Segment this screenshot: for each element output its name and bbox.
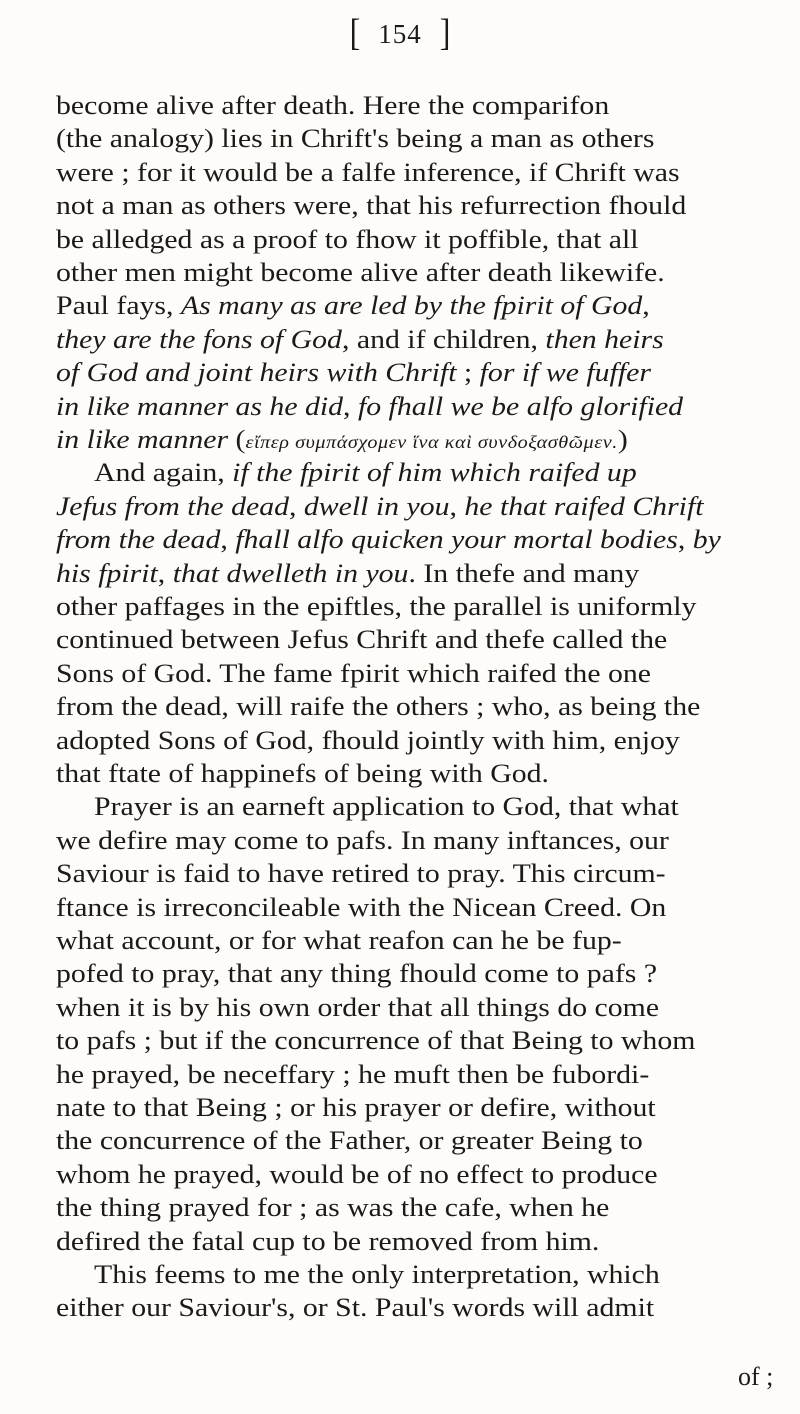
text-line [56,723,680,757]
text-segment: pofed to pray, that any thing fhould come to pafs ? [56,958,658,989]
italic-text: of God and joint heirs with Chrift [56,357,457,388]
text-line [56,1290,654,1324]
text-line [56,121,654,155]
text-line [56,1190,609,1224]
text-segment: Saviour is faid to have retired to pray. This circum- [56,858,666,889]
text-line [56,422,628,456]
text-segment: , [220,524,236,555]
page-header [0,12,800,54]
text-segment: nate to that Being ; or his prayer or defire, without [56,1092,656,1122]
text-segment: , [677,524,693,555]
italic-text: he that raifed Chrift [464,490,704,521]
text-line [56,756,549,790]
text-segment: the thing prayed for ; as was the cafe, when he [56,1192,610,1223]
text-segment: Paul fays, [56,290,181,321]
text-line [56,1123,643,1157]
text-line [94,1257,660,1291]
text-line [56,1224,599,1258]
text-line [56,556,639,590]
text-segment: become alive after death. Here the comparifon [56,90,610,120]
italic-text: if the fpirit of him which raifed up [232,457,637,488]
text-line [56,88,609,122]
text-segment: when it is by his own order that all things do come [56,991,660,1022]
italic-text: they are the fons of God [56,323,342,354]
text-segment: defired the fatal cup to be removed from him. [56,1225,600,1256]
text-line [56,355,651,389]
text-line [56,1057,649,1091]
text-segment: This feems to me the only interpretation, which [94,1259,660,1289]
text-segment: the concurrence of the Father, or greater Being to [56,1125,643,1156]
text-segment: And again, [94,457,233,488]
text-line [56,656,651,690]
text-segment: ; [456,357,480,388]
text-line [56,155,680,189]
text-segment: we defire may come to pafs. In many inftances, our [56,824,669,855]
text-line [94,789,679,823]
text-line [56,1090,656,1124]
text-segment: other men might become alive after death likewife. [56,257,665,287]
text-segment: be alledged as a proof to fhow it poffible, that all [56,223,639,254]
text-segment: adopted Sons of God, fhould jointly with him, enjoy [56,724,680,755]
text-segment: to pafs ; but if the concurrence of that Being to whom [56,1025,696,1056]
text-segment: continued between Jefus Chrift and thefe called the [56,624,668,655]
text-line [56,823,669,857]
italic-text: that dwelleth in you [172,557,409,588]
text-segment: , [288,490,304,521]
text-segment: (the analogy) lies in Chrift's being a man as others [56,123,655,154]
text-segment: , [157,557,173,588]
text-line [94,455,637,489]
italic-text: from the dead [56,524,221,555]
text-line [56,622,667,656]
text-line [56,188,686,222]
text-segment: , [343,390,358,421]
italic-text: Jefus from the dead [56,490,289,521]
text-line [56,489,704,523]
text-segment: what account, or for what reafon can he be fup- [56,925,622,955]
italic-text: then heirs [545,323,664,354]
text-segment: other paffages in the epiftles, the parallel is uniformly [56,591,697,621]
italic-text: by [692,524,721,555]
italic-text: As many as are led by the fpirit of God [180,290,643,321]
page-number: 154 [378,19,422,49]
text-line [56,222,639,256]
text-segment: from the dead, will raife the others ; who, as being the [56,691,701,722]
text-line [56,288,650,322]
catchword: of ; [738,1362,774,1391]
text-segment: Prayer is an earneft application to God, that what [94,791,679,822]
text-segment: ) [617,424,628,454]
text-line [56,1023,695,1057]
text-line [56,890,666,924]
italic-text: dwell in you [303,490,450,521]
text-line [56,389,683,423]
text-segment: ( [228,424,246,454]
italic-text: fhall alfo quicken your mortal bodies [235,524,678,555]
text-segment: either our Saviour's, or St. Paul's words will admit [56,1292,655,1323]
text-line [56,689,700,723]
italic-text: fo fhall we be alfo glorified [357,390,684,421]
text-line [56,956,657,990]
text-line [56,856,666,890]
text-segment: that ftate of happinefs of being with God. [56,758,549,788]
text-segment: , [642,290,650,321]
text-segment: Sons of God. The fame fpirit which raifed the one [56,657,651,688]
header-right-bracket: ] [439,10,451,54]
text-segment: whom he prayed, would be of no effect to produce [56,1158,658,1189]
italic-text: in like manner as he did [56,390,344,421]
text-segment: , and if children, [341,323,546,354]
italic-text: for if we fuffer [479,357,651,388]
text-line [56,1157,658,1191]
text-segment: , [449,490,465,521]
text-line [56,589,696,623]
text-segment: . In thefe and many [408,557,640,588]
header-left-bracket: [ [349,10,361,54]
text-line [56,522,721,556]
text-line [56,322,664,356]
text-segment: ftance is irreconcileable with the Nicean Creed. On [56,891,667,922]
text-line [56,990,659,1024]
italic-text: his fpirit [56,557,158,588]
text-segment: not a man as others were, that his refurrection fhould [56,190,687,221]
greek-text: εἴπερ συμπάσχομεν ἵνα καὶ συνδοξασθῶμεν. [245,432,618,452]
text-segment: he prayed, be neceffary ; he muft then be fubordi- [56,1058,650,1089]
text-line [56,255,665,289]
text-segment: were ; for it would be a falfe inference, if Chrift was [56,156,680,187]
text-line [56,923,622,957]
italic-text: in like manner [56,424,229,454]
